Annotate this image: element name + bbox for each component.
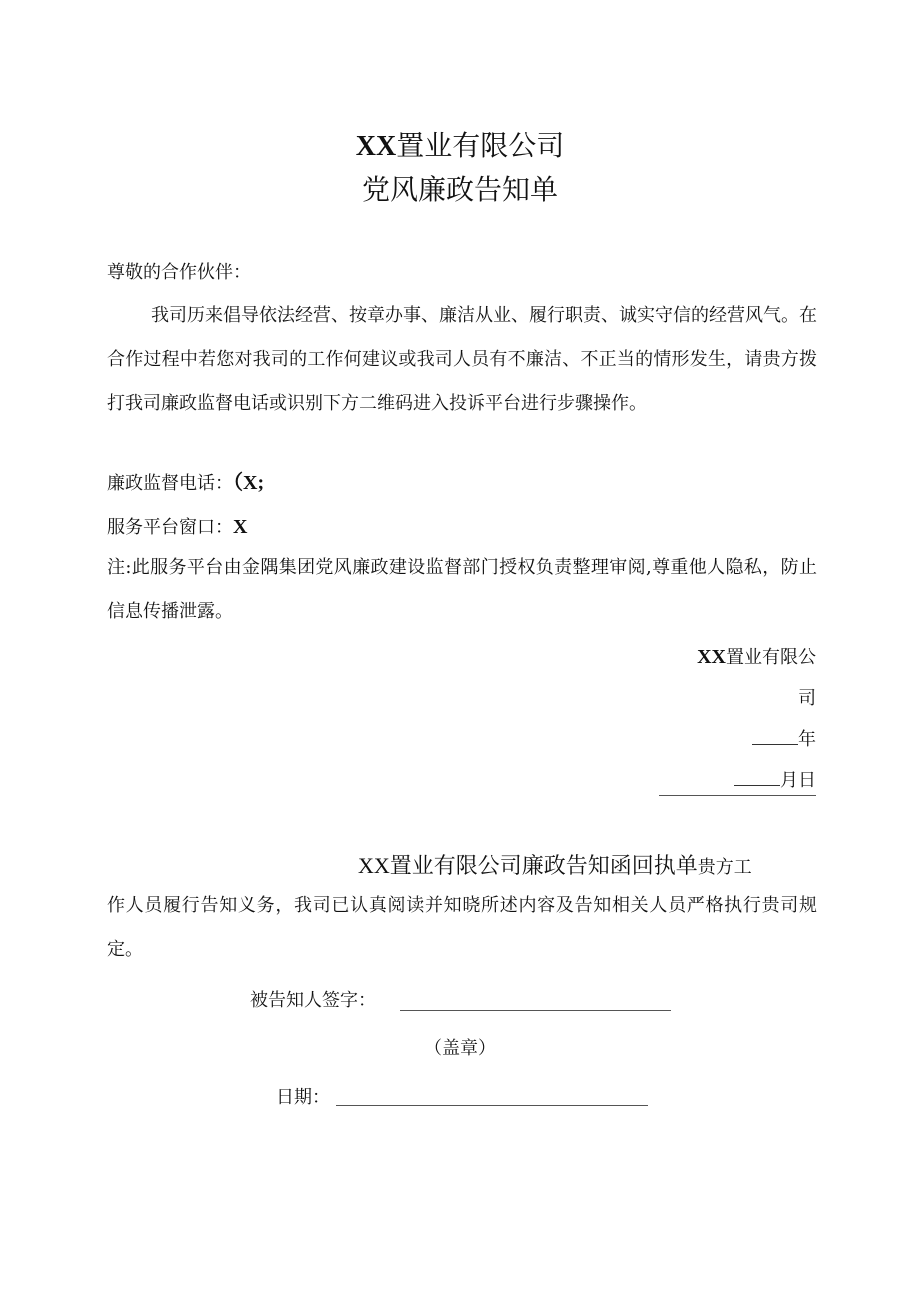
signoff-underline: [659, 795, 816, 796]
receipt-title-rest: 置业有限公司廉政告知函回执单: [389, 854, 698, 879]
phone-label: 廉政监督电话：: [107, 473, 233, 494]
signoff-company-latin: XX: [697, 646, 726, 668]
signer-label: 被告知人签字：: [250, 990, 376, 1011]
document-title: 党风廉政告知单: [361, 173, 558, 206]
company-title: [0, 128, 920, 165]
company-title-rest: 置业有限公司: [396, 129, 565, 162]
receipt-body: 作人员履行告知义务，我司已认真阅读并知晓所述内容及告知相关人员严格执行贵司规定。: [107, 895, 817, 960]
signoff-company-line2: 司: [798, 688, 816, 709]
receipt-title: [358, 849, 752, 880]
service-window-label: 服务平台窗口：: [107, 517, 233, 538]
date-label: 日期：: [276, 1087, 330, 1108]
seal-label: （盖章）: [424, 1038, 496, 1059]
signoff-company-rest: 置业有限公: [726, 647, 816, 668]
company-title-latin: XX: [355, 131, 397, 162]
salutation: 尊敬的合作伙伴：: [107, 262, 251, 283]
note-text: 注:此服务平台由金隅集团党风廉政建设监督部门授权负责整理审阅,尊重他人隐私，防止信息传播泄露。: [107, 557, 817, 622]
monthday-suffix: 月日: [780, 770, 816, 791]
signoff-monthday-line: [734, 770, 816, 792]
receipt-title-latin: XX: [358, 853, 390, 878]
year-suffix: 年: [798, 729, 816, 750]
service-window-line: [107, 516, 247, 539]
year-blank: [752, 744, 798, 745]
signoff-year-line: [752, 729, 816, 751]
signoff-company-line1: [697, 646, 816, 669]
monthday-blank: [734, 785, 780, 786]
date-line[interactable]: [336, 1105, 648, 1106]
signer-signature-line[interactable]: [400, 1010, 671, 1011]
receipt-lead: 贵方工: [697, 857, 752, 878]
phone-line: [107, 472, 264, 495]
service-window-value: X: [233, 516, 248, 538]
phone-value: （X;: [233, 472, 265, 494]
letter-body: 我司历来倡导依法经营、按章办事、廉洁从业、履行职责、诚实守信的经营风气。在合作过程中若您对我司的工作何建议或我司人员有不廉洁、不正当的情形发生，请贵方拨打我司廉政监督电话或识别下方二维码进入投诉平台进行步骤操作。: [107, 305, 817, 414]
